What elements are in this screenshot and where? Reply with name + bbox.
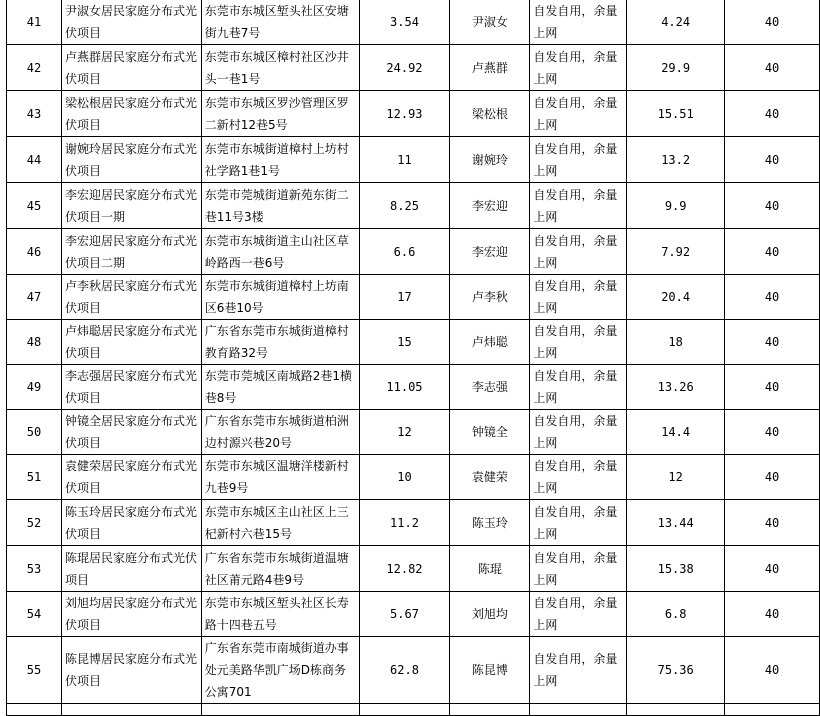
secondary-value: 12 [627, 455, 725, 500]
project-address: 东莞市东城街道樟村上坊村社学路1巷1号 [201, 137, 359, 183]
row-number: 55 [7, 637, 62, 704]
grid-mode: 自发自用，余量上网 [530, 320, 627, 365]
project-name: 李志强居民家庭分布式光伏项目 [61, 365, 201, 410]
row-number: 50 [7, 410, 62, 455]
owner-name: 袁健荣 [450, 455, 530, 500]
empty-cell [530, 704, 627, 716]
grid-mode: 自发自用，余量上网 [530, 455, 627, 500]
years-value: 40 [725, 183, 820, 229]
grid-mode: 自发自用，余量上网 [530, 592, 627, 637]
capacity-value: 12.93 [359, 91, 450, 137]
row-number: 52 [7, 500, 62, 546]
grid-mode: 自发自用，余量上网 [530, 91, 627, 137]
project-name: 谢婉玲居民家庭分布式光伏项目 [61, 137, 201, 183]
table-row [7, 410, 820, 455]
project-table [6, 0, 820, 716]
project-address: 广东省东莞市南城街道办事处元美路华凯广场D栋商务公寓701 [201, 637, 359, 704]
secondary-value: 29.9 [627, 45, 725, 91]
table-row [7, 500, 820, 546]
project-name: 卢李秋居民家庭分布式光伏项目 [61, 275, 201, 320]
project-name: 李宏迎居民家庭分布式光伏项目一期 [61, 183, 201, 229]
capacity-value: 12.82 [359, 546, 450, 592]
capacity-value: 11.2 [359, 500, 450, 546]
secondary-value: 7.92 [627, 229, 725, 275]
secondary-value: 15.51 [627, 91, 725, 137]
row-number: 47 [7, 275, 62, 320]
project-name: 尹淑女居民家庭分布式光伏项目 [61, 0, 201, 45]
capacity-value: 5.67 [359, 592, 450, 637]
owner-name: 卢炜聪 [450, 320, 530, 365]
table-row [7, 365, 820, 410]
secondary-value: 9.9 [627, 183, 725, 229]
row-number: 51 [7, 455, 62, 500]
row-number: 42 [7, 45, 62, 91]
grid-mode: 自发自用，余量上网 [530, 137, 627, 183]
table-row [7, 320, 820, 365]
owner-name: 陈玉玲 [450, 500, 530, 546]
owner-name: 卢燕群 [450, 45, 530, 91]
project-address: 东莞市东城区堑头社区长寿路十四巷五号 [201, 592, 359, 637]
years-value: 40 [725, 320, 820, 365]
grid-mode: 自发自用，余量上网 [530, 365, 627, 410]
years-value: 40 [725, 500, 820, 546]
project-address: 广东省东莞市东城街道温塘社区莆元路4巷9号 [201, 546, 359, 592]
grid-mode: 自发自用，余量上网 [530, 229, 627, 275]
empty-cell [725, 704, 820, 716]
owner-name: 李志强 [450, 365, 530, 410]
owner-name: 钟镜全 [450, 410, 530, 455]
project-name: 陈昆博居民家庭分布式光伏项目 [61, 637, 201, 704]
secondary-value: 13.2 [627, 137, 725, 183]
table-row [7, 45, 820, 91]
owner-name: 李宏迎 [450, 183, 530, 229]
capacity-value: 3.54 [359, 0, 450, 45]
project-address: 东莞市东城区罗沙管理区罗二新村12巷5号 [201, 91, 359, 137]
project-address: 东莞市东城街道樟村上坊南区6巷10号 [201, 275, 359, 320]
project-name: 陈琨居民家庭分布式光伏项目 [61, 546, 201, 592]
secondary-value: 14.4 [627, 410, 725, 455]
years-value: 40 [725, 229, 820, 275]
project-address: 东莞市东城区温塘洋楼新村九巷9号 [201, 455, 359, 500]
years-value: 40 [725, 0, 820, 45]
project-address: 广东省东莞市东城街道樟村教育路32号 [201, 320, 359, 365]
row-number: 54 [7, 592, 62, 637]
years-value: 40 [725, 410, 820, 455]
secondary-value: 13.26 [627, 365, 725, 410]
owner-name: 刘旭均 [450, 592, 530, 637]
years-value: 40 [725, 365, 820, 410]
empty-cell [201, 704, 359, 716]
grid-mode: 自发自用，余量上网 [530, 183, 627, 229]
project-name: 刘旭均居民家庭分布式光伏项目 [61, 592, 201, 637]
row-number: 41 [7, 0, 62, 45]
project-name: 梁松根居民家庭分布式光伏项目 [61, 91, 201, 137]
secondary-value: 15.38 [627, 546, 725, 592]
capacity-value: 15 [359, 320, 450, 365]
years-value: 40 [725, 91, 820, 137]
project-name: 李宏迎居民家庭分布式光伏项目二期 [61, 229, 201, 275]
grid-mode: 自发自用，余量上网 [530, 637, 627, 704]
table-row [7, 91, 820, 137]
table-row [7, 0, 820, 45]
capacity-value: 11.05 [359, 365, 450, 410]
project-name: 陈玉玲居民家庭分布式光伏项目 [61, 500, 201, 546]
empty-cell [359, 704, 450, 716]
capacity-value: 6.6 [359, 229, 450, 275]
owner-name: 李宏迎 [450, 229, 530, 275]
capacity-value: 8.25 [359, 183, 450, 229]
row-number: 43 [7, 91, 62, 137]
years-value: 40 [725, 137, 820, 183]
years-value: 40 [725, 546, 820, 592]
project-address: 东莞市东城区主山社区上三杞新村六巷15号 [201, 500, 359, 546]
project-name: 袁健荣居民家庭分布式光伏项目 [61, 455, 201, 500]
owner-name: 尹淑女 [450, 0, 530, 45]
row-number: 44 [7, 137, 62, 183]
project-address: 东莞市莞城区南城路2巷1横巷8号 [201, 365, 359, 410]
owner-name: 谢婉玲 [450, 137, 530, 183]
table-row [7, 229, 820, 275]
capacity-value: 17 [359, 275, 450, 320]
project-name: 卢炜聪居民家庭分布式光伏项目 [61, 320, 201, 365]
capacity-value: 10 [359, 455, 450, 500]
capacity-value: 62.8 [359, 637, 450, 704]
table-row [7, 275, 820, 320]
grid-mode: 自发自用，余量上网 [530, 500, 627, 546]
secondary-value: 4.24 [627, 0, 725, 45]
table-row [7, 183, 820, 229]
empty-cell [61, 704, 201, 716]
project-address: 东莞市东城街道主山社区草岭路西一巷6号 [201, 229, 359, 275]
table-row [7, 137, 820, 183]
project-address: 东莞市莞城街道新苑东街二巷11号3楼 [201, 183, 359, 229]
grid-mode: 自发自用，余量上网 [530, 45, 627, 91]
grid-mode: 自发自用，余量上网 [530, 0, 627, 45]
row-number: 53 [7, 546, 62, 592]
years-value: 40 [725, 45, 820, 91]
years-value: 40 [725, 275, 820, 320]
secondary-value: 6.8 [627, 592, 725, 637]
project-address: 东莞市东城区堑头社区安塘街九巷7号 [201, 0, 359, 45]
capacity-value: 11 [359, 137, 450, 183]
capacity-value: 24.92 [359, 45, 450, 91]
row-number: 45 [7, 183, 62, 229]
table-row [7, 637, 820, 704]
table-row [7, 546, 820, 592]
empty-cell [7, 704, 62, 716]
owner-name: 陈昆博 [450, 637, 530, 704]
capacity-value: 12 [359, 410, 450, 455]
table-row [7, 592, 820, 637]
empty-cell [450, 704, 530, 716]
table-row [7, 455, 820, 500]
grid-mode: 自发自用，余量上网 [530, 275, 627, 320]
grid-mode: 自发自用，余量上网 [530, 546, 627, 592]
grid-mode: 自发自用，余量上网 [530, 410, 627, 455]
secondary-value: 18 [627, 320, 725, 365]
secondary-value: 20.4 [627, 275, 725, 320]
project-name: 卢燕群居民家庭分布式光伏项目 [61, 45, 201, 91]
table-row-partial [7, 704, 820, 716]
owner-name: 梁松根 [450, 91, 530, 137]
row-number: 49 [7, 365, 62, 410]
secondary-value: 75.36 [627, 637, 725, 704]
years-value: 40 [725, 637, 820, 704]
empty-cell [627, 704, 725, 716]
project-address: 广东省东莞市东城街道柏洲边村源兴巷20号 [201, 410, 359, 455]
secondary-value: 13.44 [627, 500, 725, 546]
project-address: 东莞市东城区樟村社区沙井头一巷1号 [201, 45, 359, 91]
table-body [7, 0, 820, 716]
years-value: 40 [725, 455, 820, 500]
row-number: 46 [7, 229, 62, 275]
years-value: 40 [725, 592, 820, 637]
owner-name: 陈琨 [450, 546, 530, 592]
owner-name: 卢李秋 [450, 275, 530, 320]
project-name: 钟镜全居民家庭分布式光伏项目 [61, 410, 201, 455]
row-number: 48 [7, 320, 62, 365]
